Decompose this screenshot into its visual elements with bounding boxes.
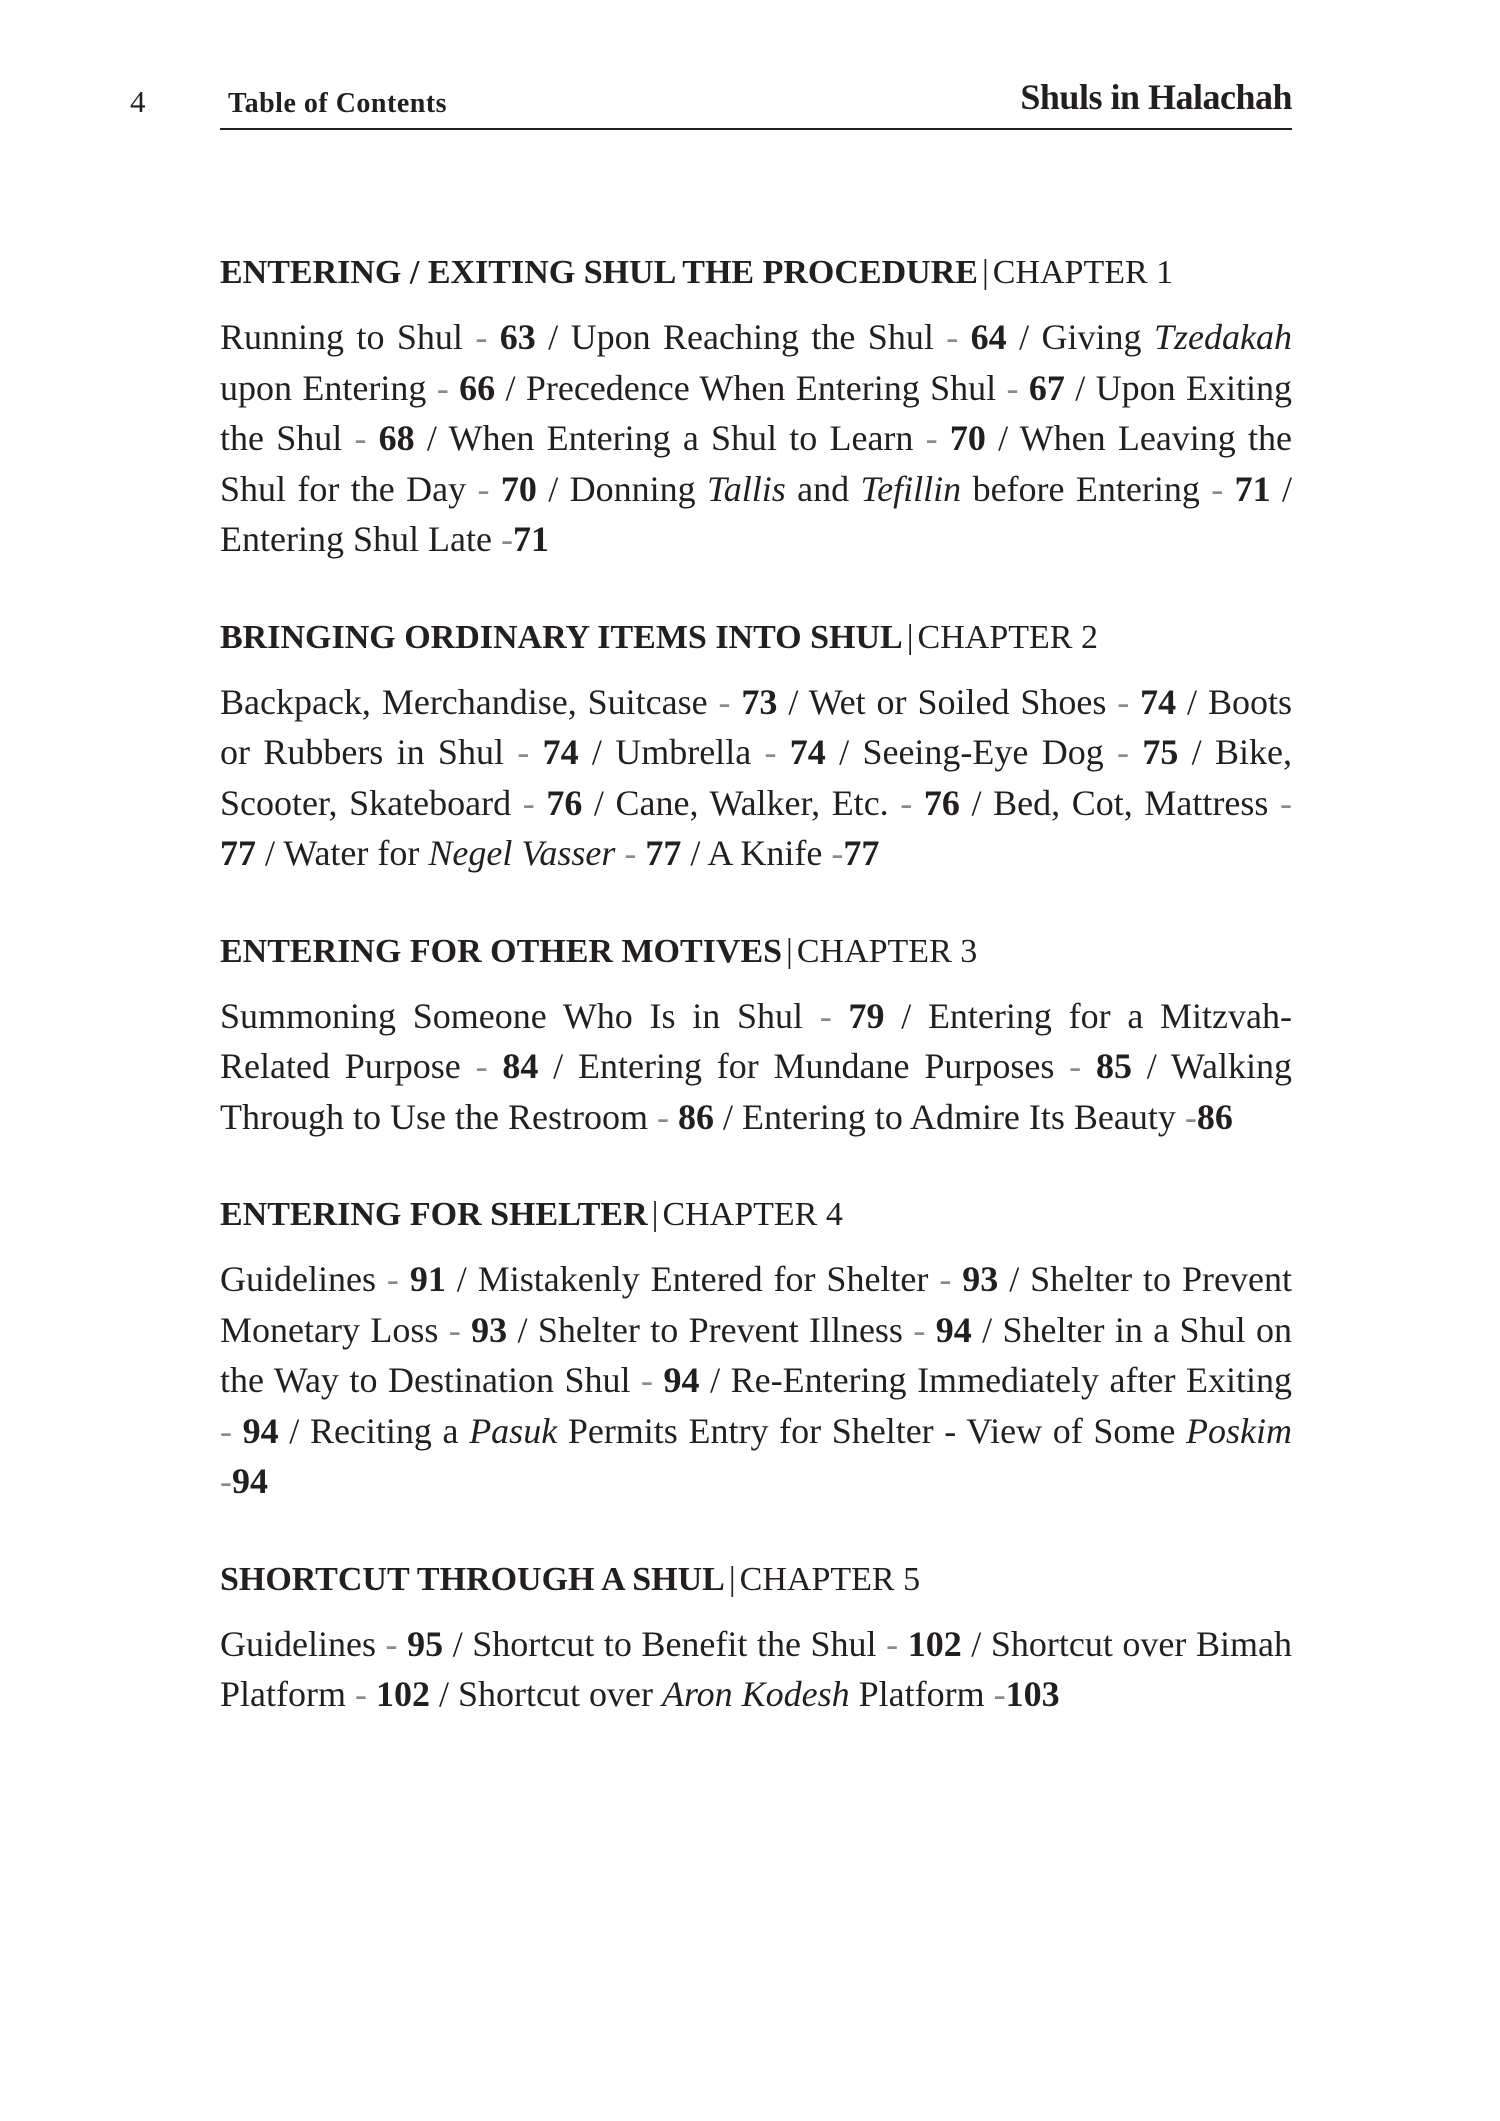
entry-dash: - <box>888 782 924 823</box>
entry-title: Reciting a <box>309 1410 470 1451</box>
toc-entry[interactable] <box>809 682 1177 722</box>
chapter-title: ENTERING FOR OTHER MOTIVES <box>220 932 783 970</box>
chapter-heading <box>220 613 1292 663</box>
toc-entry[interactable] <box>570 469 1271 509</box>
entry-separator: / <box>699 1360 731 1400</box>
entry-title: Donning <box>569 468 707 509</box>
entry-title: Precedence When Entering Shul <box>525 367 997 408</box>
entry-separator: / <box>1178 732 1215 772</box>
entry-dash: - <box>647 1096 678 1137</box>
entry-page-number: 67 <box>1028 367 1065 408</box>
toc-entry[interactable] <box>448 418 985 458</box>
entry-title: A Knife <box>707 833 823 873</box>
entry-dash: - <box>902 1309 936 1350</box>
entry-title: Upon Reaching the Shul <box>570 317 934 357</box>
toc-entry[interactable] <box>707 833 879 873</box>
page-number: 4 <box>130 84 146 119</box>
entry-title: Platform <box>849 1674 985 1714</box>
toc-section <box>220 1190 1292 1507</box>
toc-entry[interactable] <box>220 519 549 559</box>
entry-page-number: 71 <box>1234 468 1271 509</box>
entry-title: Umbrella <box>615 732 752 772</box>
entry-title: Walking Through to Use the Restroom <box>220 1046 1292 1137</box>
entry-title: Shortcut to Benefit the Shul <box>472 1623 877 1664</box>
entry-separator: / <box>959 782 994 823</box>
entry-dash: - <box>1199 468 1235 509</box>
entry-separator: / <box>1064 367 1096 408</box>
entry-title: Guidelines <box>220 1623 376 1664</box>
entry-separator: / <box>495 367 526 408</box>
entry-page-number: 95 <box>407 1623 444 1664</box>
entry-dash: - <box>913 418 950 458</box>
chapter-separator: | <box>906 618 914 656</box>
entry-dash: - <box>345 1674 376 1714</box>
entry-page-number: 102 <box>375 1674 430 1714</box>
entry-title: Entering to Admire Its Beauty <box>741 1096 1176 1137</box>
entry-title: Water for <box>283 833 429 873</box>
entry-page-number: 79 <box>848 995 885 1036</box>
entry-page-number: 64 <box>970 317 1007 357</box>
entry-title: Boots or Rubbers in Shul <box>220 681 1292 772</box>
toc-entry[interactable] <box>472 1624 961 1664</box>
entry-title-italic: Pasuk <box>469 1410 558 1451</box>
entry-page-number: 76 <box>923 782 960 823</box>
toc-entry[interactable] <box>220 996 884 1036</box>
toc-entry[interactable] <box>538 1310 972 1350</box>
toc-section <box>220 613 1292 879</box>
entry-page-number: 71 <box>512 519 549 559</box>
page-header <box>220 68 1292 130</box>
entry-page-number: 76 <box>546 782 583 823</box>
entry-title: Entering for a Mitzvah-Related Purpose <box>220 995 1293 1086</box>
entry-separator: / <box>713 1096 742 1137</box>
entry-dash: - <box>342 418 379 458</box>
chapter-entries <box>220 677 1292 879</box>
toc-entry[interactable] <box>526 368 1065 408</box>
entry-separator: / <box>538 1046 578 1086</box>
chapter-separator: | <box>786 932 793 970</box>
entry-separator: / <box>1006 317 1042 357</box>
entry-separator: / <box>961 1623 991 1664</box>
entry-title-italic: Poskim <box>1186 1410 1293 1451</box>
chapter-title: BRINGING ORDINARY ITEMS INTO SHUL <box>220 618 903 656</box>
chapter-entries <box>220 1254 1292 1507</box>
entry-title: Running to Shul <box>220 317 463 357</box>
entry-title: Entering for Mundane Purposes <box>578 1046 1055 1086</box>
chapter-number: CHAPTER 3 <box>796 932 978 970</box>
entry-title: Shelter to Prevent Illness <box>537 1309 903 1350</box>
entry-dash: - <box>1106 681 1141 722</box>
entry-page-number: 75 <box>1142 732 1179 772</box>
entry-title-italic: Tefillin <box>860 468 962 509</box>
entry-separator: / <box>536 468 570 509</box>
entry-title-italic: Negel Vasser <box>428 833 616 873</box>
entry-page-number: 94 <box>663 1360 700 1400</box>
entry-dash: - <box>426 367 460 408</box>
entry-page-number: 74 <box>542 732 579 772</box>
entry-title: before Entering <box>961 468 1200 509</box>
chapter-heading <box>220 248 1292 298</box>
entry-separator: / <box>578 732 616 772</box>
entry-page-number: 66 <box>459 367 496 408</box>
entry-page-number: 94 <box>232 1461 268 1501</box>
entry-page-number: 77 <box>220 833 256 873</box>
entry-title-italic: Aron Kodesh <box>661 1674 850 1714</box>
entry-page-number: 74 <box>789 732 826 772</box>
entry-separator: / <box>256 833 284 873</box>
entry-page-number: 85 <box>1095 1046 1132 1086</box>
chapter-heading <box>220 1555 1292 1605</box>
entry-title: and <box>785 468 861 509</box>
entry-title: Entering Shul Late <box>220 519 492 559</box>
entry-page-number: 74 <box>1140 681 1177 722</box>
entry-separator: / <box>507 1309 538 1350</box>
entry-page-number: 70 <box>500 468 537 509</box>
entry-title: Seeing-Eye Dog <box>862 732 1104 772</box>
entry-title: Shortcut over Bimah Platform <box>220 1623 1292 1714</box>
entry-dash: - <box>822 833 844 873</box>
toc-entry[interactable] <box>220 317 536 357</box>
toc-entry[interactable] <box>220 1624 443 1664</box>
entry-separator: / <box>535 317 571 357</box>
entry-dash: - <box>1054 1046 1096 1086</box>
entry-title: Mistakenly Entered for Shelter <box>477 1259 929 1299</box>
entry-page-number: 102 <box>907 1623 962 1664</box>
entry-page-number: 94 <box>935 1309 972 1350</box>
table-of-contents <box>220 248 1292 1768</box>
entry-dash: - <box>460 1046 503 1086</box>
toc-entry[interactable] <box>220 1259 446 1299</box>
entry-title: Guidelines <box>220 1259 376 1299</box>
entry-separator: / <box>998 1259 1031 1299</box>
entry-page-number: 86 <box>1196 1096 1233 1137</box>
chapter-entries <box>220 1619 1292 1720</box>
entry-separator: / <box>884 995 928 1036</box>
entry-page-number: 86 <box>677 1096 714 1137</box>
entry-page-number: 63 <box>499 317 536 357</box>
entry-title: When Leaving the Shul for the Day <box>220 418 1292 509</box>
entry-page-number: 77 <box>843 833 880 873</box>
toc-entry[interactable] <box>220 1411 1292 1502</box>
entry-title: Shelter to Prevent Monetary Loss <box>220 1259 1292 1350</box>
entry-dash: - <box>933 317 971 357</box>
entry-page-number: 70 <box>949 418 986 458</box>
entry-title-italic: Tallis <box>707 468 786 509</box>
entry-dash: - <box>375 1623 408 1664</box>
entry-page-number: 77 <box>645 833 682 873</box>
book-title: Shuls in Halachah <box>1020 77 1292 117</box>
toc-entry[interactable] <box>862 732 1178 772</box>
chapter-title: ENTERING / EXITING SHUL THE PROCEDURE <box>220 254 978 291</box>
entry-dash: - <box>466 468 501 509</box>
toc-section <box>220 927 1292 1143</box>
chapter-heading <box>220 1190 1292 1240</box>
toc-entry[interactable] <box>578 1046 1132 1086</box>
toc-entry[interactable] <box>615 732 826 772</box>
entry-dash: - <box>630 1360 664 1400</box>
chapter-entries <box>220 991 1292 1143</box>
entry-dash: - <box>615 833 646 873</box>
toc-entry[interactable] <box>616 783 960 823</box>
entry-dash: - <box>1103 732 1143 772</box>
entry-separator: / <box>971 1309 1003 1350</box>
entry-dash: - <box>1268 782 1292 823</box>
entry-separator: / <box>681 833 708 873</box>
entry-title: Wet or Soiled Shoes <box>808 681 1107 722</box>
entry-dash: - <box>220 1410 243 1451</box>
entry-dash: - <box>996 367 1029 408</box>
entry-separator: / <box>445 1259 478 1299</box>
entry-dash: - <box>876 1623 908 1664</box>
chapter-number: CHAPTER 2 <box>917 618 1098 656</box>
chapter-title: SHORTCUT THROUGH A SHUL <box>220 1560 725 1598</box>
entry-page-number: 93 <box>471 1309 508 1350</box>
entry-page-number: 84 <box>502 1046 539 1086</box>
entry-separator: / <box>1131 1046 1171 1086</box>
running-title: Table of Contents <box>228 88 448 119</box>
toc-entry[interactable] <box>458 1674 1060 1714</box>
chapter-separator: | <box>981 254 989 291</box>
toc-entry[interactable] <box>571 317 1007 357</box>
entry-separator: / <box>985 418 1020 458</box>
entry-dash: - <box>984 1674 1006 1714</box>
entry-page-number: 94 <box>242 1410 279 1451</box>
entry-dash: - <box>375 1259 410 1299</box>
entry-separator: / <box>429 1674 458 1714</box>
chapter-title: ENTERING FOR SHELTER <box>220 1196 648 1233</box>
chapter-number: CHAPTER 5 <box>739 1560 921 1598</box>
entry-page-number: 68 <box>378 418 415 458</box>
entry-title: Re-Entering Immediately after Exiting <box>730 1360 1292 1400</box>
entry-dash: - <box>803 995 849 1036</box>
entry-title: Bike, Scooter, Skateboard <box>220 732 1292 823</box>
chapter-separator: | <box>651 1196 659 1233</box>
entry-page-number: 73 <box>741 681 778 722</box>
entry-separator: / <box>825 732 863 772</box>
entry-separator: / <box>777 681 809 722</box>
chapter-number: CHAPTER 1 <box>992 254 1174 291</box>
entry-separator: / <box>414 418 449 458</box>
entry-dash: - <box>1175 1096 1197 1137</box>
entry-title: Summoning Someone Who Is in Shul <box>220 995 804 1036</box>
entry-title: Shortcut over <box>458 1674 662 1714</box>
entry-separator: / <box>278 1410 310 1451</box>
entry-dash: - <box>462 317 500 357</box>
entry-dash: - <box>438 1309 472 1350</box>
entry-separator: / <box>443 1623 473 1664</box>
entry-dash: - <box>491 519 513 559</box>
entry-title: Giving <box>1041 317 1154 357</box>
toc-section <box>220 1555 1292 1720</box>
chapter-heading <box>220 927 1292 977</box>
entry-page-number: 103 <box>1005 1674 1060 1714</box>
entry-dash: - <box>511 782 547 823</box>
entry-separator: / <box>1176 681 1208 722</box>
entry-title-italic: Tzedakah <box>1153 317 1292 357</box>
entry-title: Backpack, Merchandise, Suitcase <box>220 681 708 722</box>
entry-title: Upon Exiting the Shul <box>220 367 1292 458</box>
entry-title: Cane, Walker, Etc. <box>615 782 889 823</box>
toc-entry[interactable] <box>220 682 777 722</box>
chapter-entries <box>220 312 1292 565</box>
entry-page-number: 91 <box>409 1259 446 1299</box>
entry-title: upon Entering <box>220 367 427 408</box>
entry-dash: - <box>751 732 790 772</box>
toc-entry[interactable] <box>742 1097 1233 1137</box>
entry-title: When Entering a Shul to Learn <box>448 418 914 458</box>
entry-separator: / <box>582 782 616 823</box>
toc-section <box>220 248 1292 565</box>
entry-dash: - <box>707 681 742 722</box>
entry-title: Shelter in a Shul on the Way to Destination Shul <box>220 1309 1292 1400</box>
toc-entry[interactable] <box>478 1259 999 1299</box>
entry-page-number: 93 <box>962 1259 999 1299</box>
entry-dash: - <box>503 732 543 772</box>
entry-dash: - <box>220 1461 232 1501</box>
entry-title: Permits Entry for Shelter - View of Some <box>557 1410 1187 1451</box>
entry-separator: / <box>1270 468 1292 509</box>
entry-title: Bed, Cot, Mattress <box>993 782 1269 823</box>
toc-entry[interactable] <box>283 833 681 873</box>
chapter-number: CHAPTER 4 <box>662 1196 843 1233</box>
chapter-separator: | <box>728 1560 736 1598</box>
entry-dash: - <box>928 1259 963 1299</box>
